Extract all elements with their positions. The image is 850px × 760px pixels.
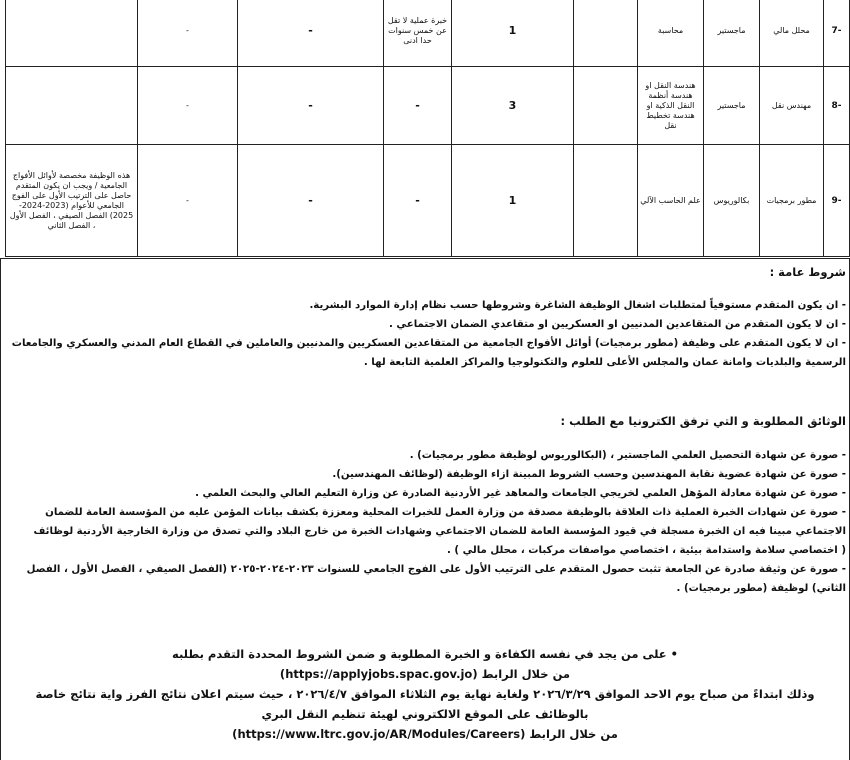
apply-line: • على من يجد في نفسه الكفاءة و الخبرة المطلوبة و ضمن الشروط المحددة التقدم بطلبه (172, 647, 678, 661)
extra-condition-2: - (138, 67, 238, 145)
extra-condition-2: - (138, 145, 238, 257)
list-item: - صورة عن شهادة التحصيل العلمي الماجستير ، (البكالوريوس لوظيفة مطور برمجيات) . (409, 450, 846, 461)
apply-link-line: من خلال الرابط (https://applyjobs.spac.gov.jo) (279, 667, 571, 681)
jobs-table (5, 0, 850, 257)
list-item: الاجتماعي مبينا فيه ان الخبرة مسجلة في قيود المؤسسة العامة للضمان الاجتماعي وشهادات الخبرة من خارج البلاد والتي تصدق من وزارة الخارجية الأردنية لوظائف (33, 526, 846, 537)
vacancy-count: 3 (452, 67, 574, 145)
list-item: الثاني) لوظيفة (مطور برمجيات) . (676, 583, 846, 594)
list-item: - صورة عن وثيقة صادرة عن الجامعة تثبت حصول المتقدم على الترتيب الأول على الفوج الجامعي للسنوات ٢٠٢٣-٢٠٢٤-٢٠٢٥ (الفصل الصيفي ، الفصل الأول ، الفصل (26, 564, 846, 575)
extra-condition: - (238, 0, 384, 67)
empty-cell (574, 145, 638, 257)
list-item: - صورة عن شهادات الخبرة العملية ذات العلاقة بالوظيفة مصدقة من وزارة العمل للخبرات المحلية ومعززة بكشف بيانات المؤمن عليه من المؤسسة العامة للضمان (45, 507, 846, 518)
vacancy-count: 1 (452, 0, 574, 67)
row-number: -9 (824, 145, 850, 257)
vacancy-count: 1 (452, 145, 574, 257)
degree: ماجستير (704, 0, 760, 67)
list-item: - صورة عن شهادة عضوية نقابة المهندسين وحسب الشروط المبينة ازاء الوظيفة (لوظائف المهندسين). (332, 469, 846, 480)
row-number: -7 (824, 0, 850, 67)
list-item: - ان يكون المتقدم مستوفياً لمتطلبات اشغال الوظيفة الشاغرة وشروطها حسب نظام إدارة الموارد البشرية. (309, 300, 846, 311)
experience: خبرة عملية لا تقل عن خمس سنوات حدا ادنى (384, 0, 452, 67)
specialty: هندسة النقل او هندسة أنظمة النقل الذكية او هندسة تخطيط نقل (638, 67, 704, 145)
experience: - (384, 145, 452, 257)
table-row (6, 145, 850, 257)
list-item: - صورة عن شهادة معادلة المؤهل العلمي لخريجي الجامعات والمعاهد غير الأردنية الصادرة عن وزارة التعليم العالي والبحث العلمي . (195, 488, 846, 499)
row-number: -8 (824, 67, 850, 145)
table-row (6, 67, 850, 145)
list-item: - ان لا يكون المتقدم من المتقاعدين المدنيين او العسكريين او متقاعدي الضمان الاجتماعي . (389, 319, 846, 330)
apply-line: وذلك ابتداءً من صباح يوم الاحد الموافق ٢٠٢٦/٣/٢٩ ولغاية نهاية يوم الثلاثاء الموافق ٢٠٢٦/٤/٧ ، حيث سيتم اعلان نتائج الفرز واية نتائج خاصة (35, 687, 815, 701)
documents-heading: الوثائق المطلوبة و التي ترفق الكترونيا مع الطلب : (560, 414, 846, 428)
degree: بكالوريوس (704, 145, 760, 257)
list-item: ( اختصاصي سلامة واستدامة بيئية ، اختصاصي مواصفات مركبات ، محلل مالي ) . (446, 545, 846, 556)
table-row (6, 0, 850, 67)
extra-condition-2: - (138, 0, 238, 67)
notes (6, 0, 138, 67)
job-title: محلل مالي (760, 0, 824, 67)
general-conditions-list (4, 296, 846, 372)
section-divider (0, 258, 850, 259)
specialty: محاسبة (638, 0, 704, 67)
apply-line: بالوظائف على الموقع الالكتروني لهيئة تنظيم النقل البري (261, 707, 589, 721)
notes (6, 67, 138, 145)
results-link-line: من خلال الرابط (https://www.ltrc.gov.jo/AR/Modules/Careers) (232, 727, 618, 741)
documents-list (4, 446, 846, 598)
notes: هذه الوظيفة مخصصة لأوائل الأفواج الجامعية / ويجب ان يكون المتقدم حاصل على الترتيب الأول على الفوج الجامعي للأعوام (2023-2024-2025) الفصل الصيفي ، الفصل الأول ، الفصل الثاني (6, 145, 138, 257)
general-conditions-heading: شروط عامة : (769, 265, 846, 279)
apply-instructions (0, 644, 850, 744)
job-title: مهندس نقل (760, 67, 824, 145)
empty-cell (574, 67, 638, 145)
list-item: - ان لا يكون المتقدم على وظيفة (مطور برمجيات) أوائل الأفواج الجامعية من المتقاعدين العسكريين والمدنيين والعاملين في القطاع العام المدني والعسكري والجامعات (11, 338, 846, 349)
empty-cell (574, 0, 638, 67)
degree: ماجستير (704, 67, 760, 145)
extra-condition: - (238, 145, 384, 257)
list-item: الرسمية والبلديات وامانة عمان والمجلس الأعلى للعلوم والتكنولوجيا والمراكز العلمية التابعة لها . (363, 357, 846, 368)
experience: - (384, 67, 452, 145)
specialty: علم الحاسب الآلي (638, 145, 704, 257)
extra-condition: - (238, 67, 384, 145)
job-title: مطور برمجيات (760, 145, 824, 257)
